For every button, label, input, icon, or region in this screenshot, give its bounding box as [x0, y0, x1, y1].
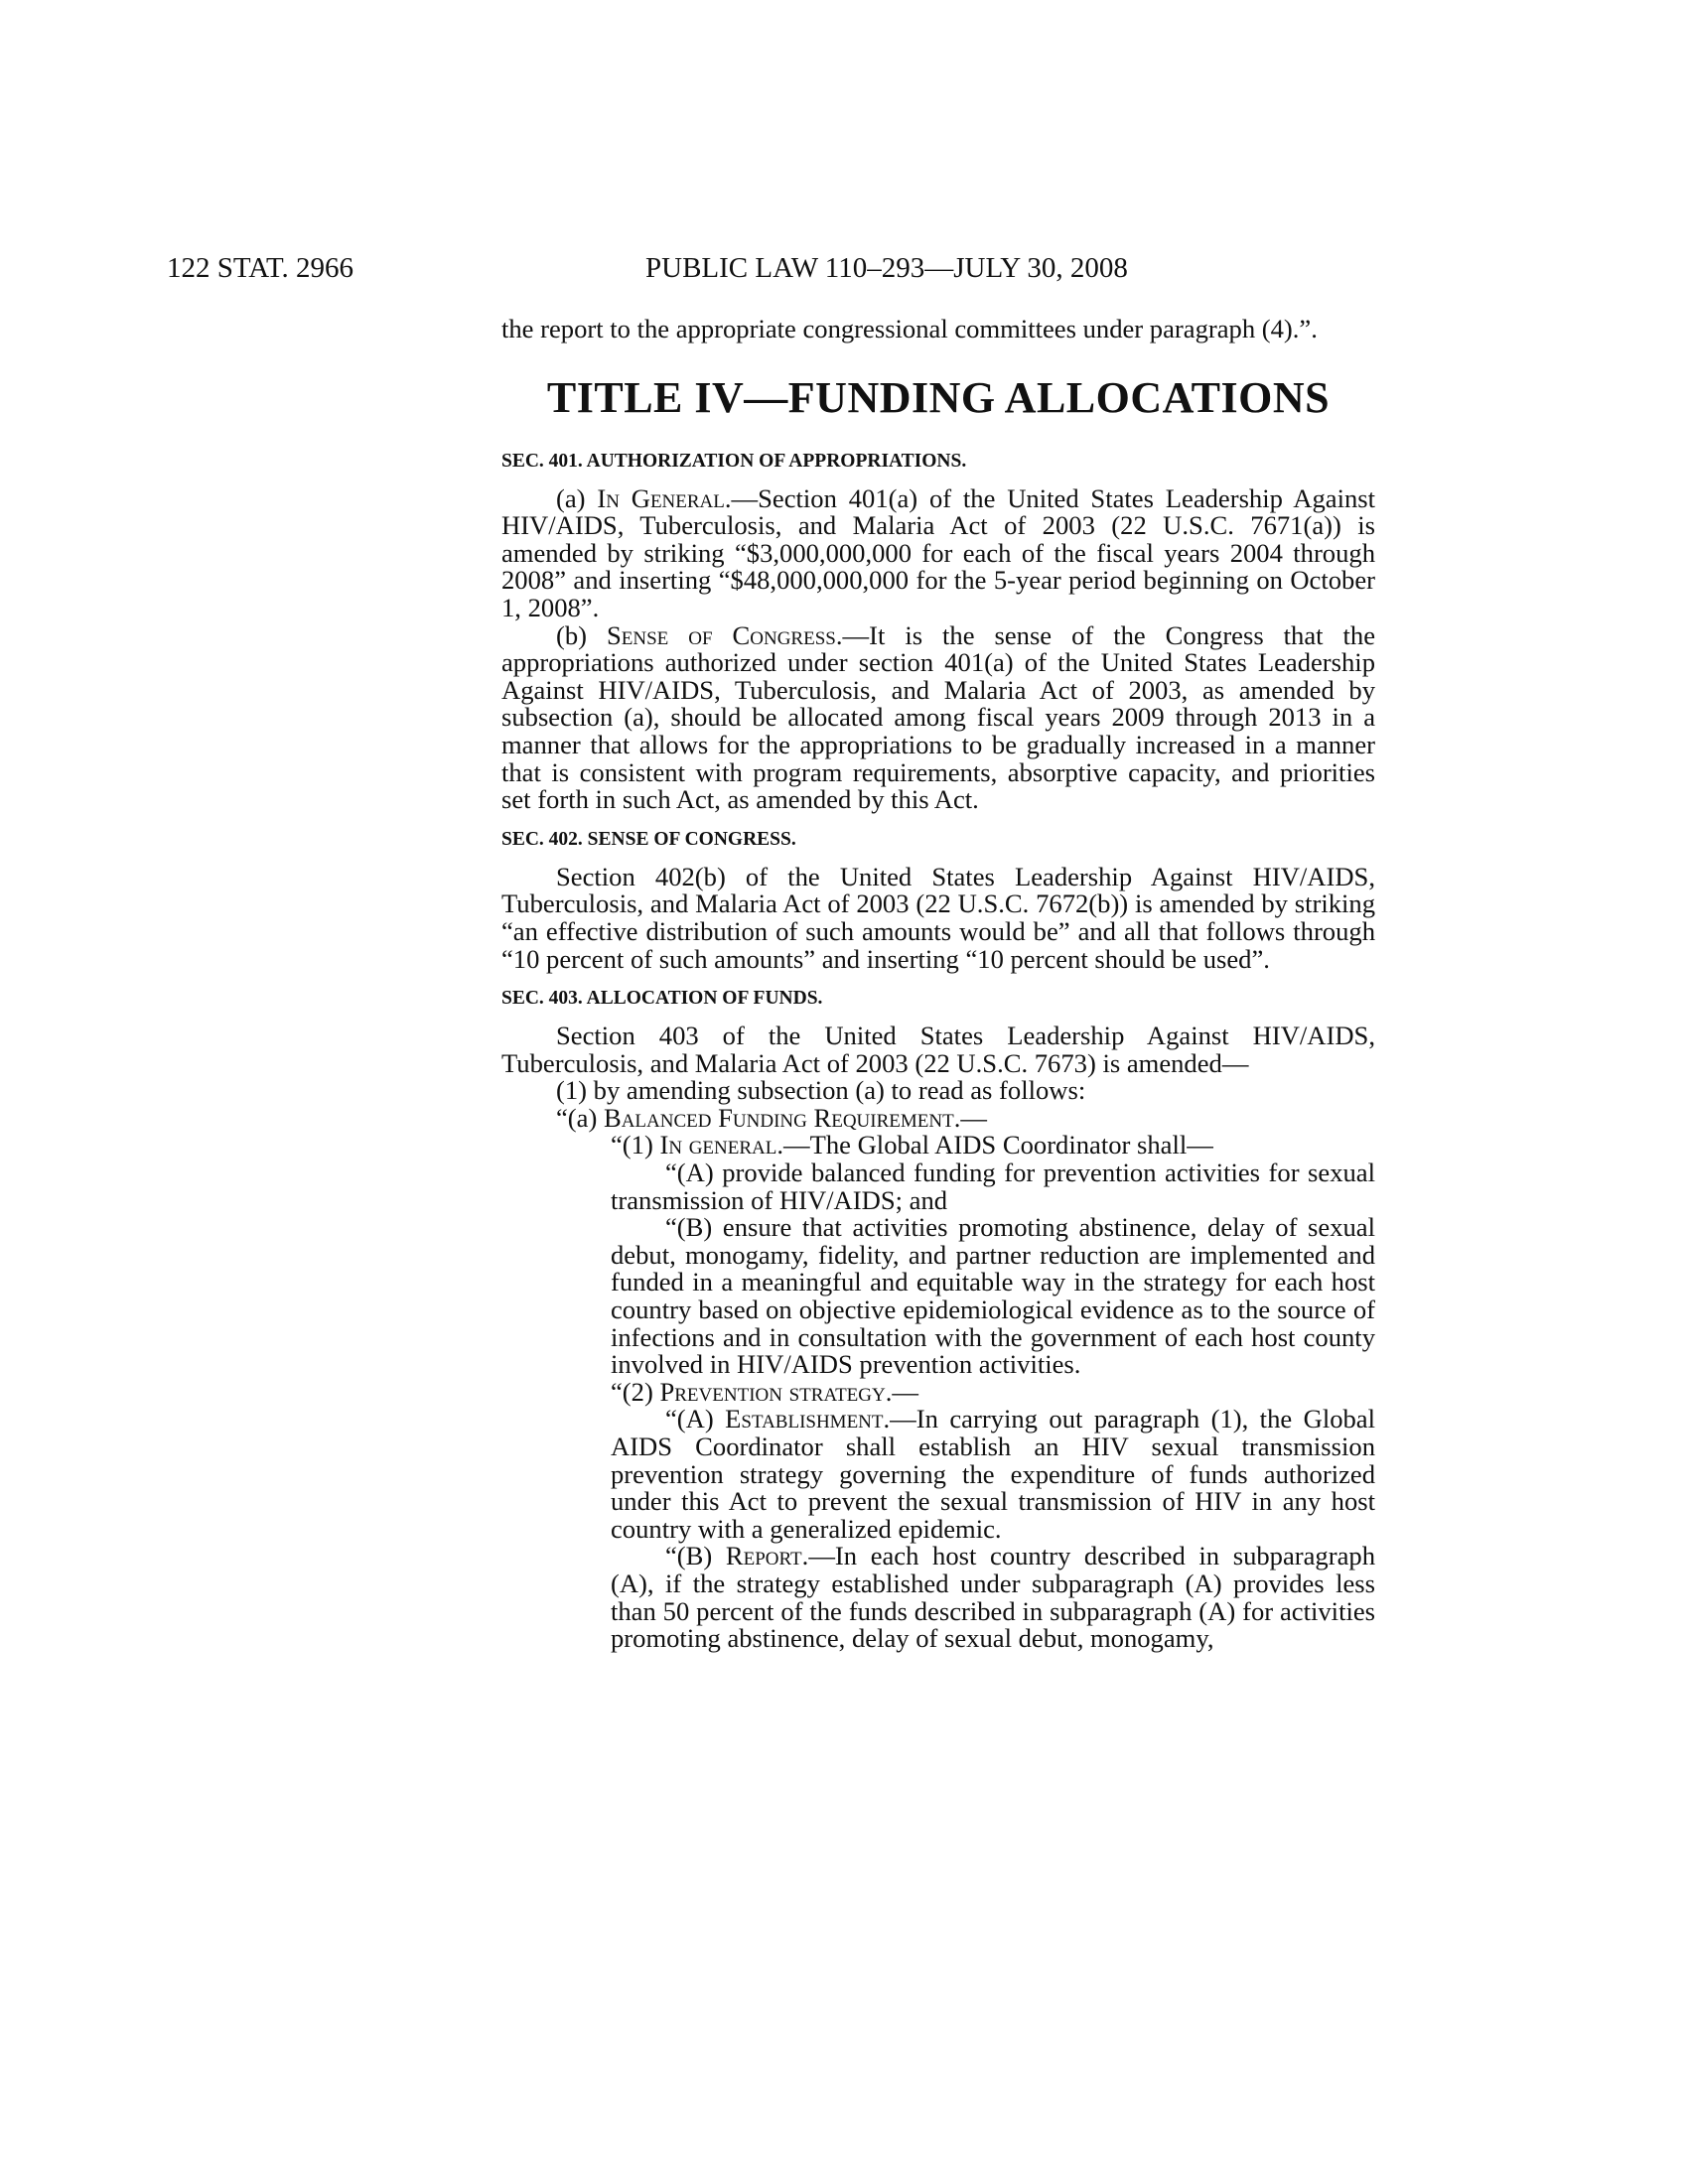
sec-403-a-suffix: .—: [953, 1102, 987, 1133]
sec-403-B2-text: .—In each host country described in subparagraph (A), if the strategy established under subparagraph (A) provides less than 50 percent of the funds described in subparagraph (A) for activities promoting abstinence, delay of sexual debut, monogamy,: [611, 1541, 1375, 1654]
sec-403-p2-heading: Prevention strategy: [659, 1376, 886, 1407]
sec-403-subparagraph-2b: [501, 1543, 1375, 1652]
running-header: [0, 248, 1688, 288]
sec-403-A2-heading: Establishment: [725, 1404, 884, 1434]
sec-401-a-heading: In General: [597, 482, 725, 513]
sec-401-heading: SEC. 401. AUTHORIZATION OF APPROPRIATIONS.: [501, 450, 967, 472]
sec-403-subparagraph-1b: “(B) ensure that activities promoting abstinence, delay of sexual debut, monogamy, fidelity, and partner reduction are implemented and funded in a meaningful and equitable way in the strategy for each host country based on objective epidemiological evidence as to the source of infections and in consultation with the government of each host county involved in HIV/AIDS prevention activities.: [611, 1212, 1375, 1380]
sec-403-subsection-a: [501, 1102, 1375, 1133]
sec-403-paragraph-1: [501, 1132, 1375, 1160]
title-heading: TITLE IV—FUNDING ALLOCATIONS: [546, 372, 1331, 422]
sec-403-a-heading: Balanced Funding Requirement: [603, 1102, 954, 1133]
sec-403-A2-label: “(A): [665, 1404, 726, 1434]
sec-403-p2-label: “(2): [611, 1376, 660, 1407]
sec-403-item-1: (1) by amending subsection (a) to read as follows:: [556, 1075, 1086, 1106]
sec-403-p1-heading: In general: [659, 1130, 777, 1160]
sec-402-heading: SEC. 402. SENSE OF CONGRESS.: [501, 828, 796, 850]
sec-401-b-heading: Sense of Congress: [607, 619, 836, 650]
sec-403-heading: SEC. 403. ALLOCATION OF FUNDS.: [501, 988, 823, 1010]
sec-401-subsection-a: [501, 482, 1375, 622]
sec-402-text: Section 402(b) of the United States Leadership Against HIV/AIDS, Tuberculosis, and Malaria Act of 2003 (22 U.S.C. 7672(b)) is amended by striking “an effective distribution of such amounts would be” and all that follows through “10 percent of such amounts” and inserting “10 percent should be used”.: [501, 861, 1375, 974]
sec-403-intro: Section 403 of the United States Leadership Against HIV/AIDS, Tuberculosis, and Malaria Act of 2003 (22 U.S.C. 7673) is amended—: [501, 1021, 1375, 1078]
body-text: [501, 316, 1375, 1653]
sec-403-subparagraph-2a: [501, 1406, 1375, 1543]
sec-403-paragraph-2: [501, 1376, 1375, 1407]
sec-401-b-label: (b): [556, 619, 607, 650]
sec-403-B2-heading: Report: [725, 1541, 802, 1571]
sec-403-p1-text: .—The Global AIDS Coordinator shall—: [776, 1130, 1213, 1160]
sec-401-a-label: (a): [556, 482, 598, 513]
sec-401-subsection-b: [501, 619, 1375, 815]
sec-403-p2-suffix: .—: [885, 1376, 918, 1407]
stat-citation: 122 STAT. 2966: [167, 252, 354, 284]
continuation-paragraph: the report to the appropriate congressional committees under paragraph (4).”.: [501, 314, 1318, 343]
sec-403-p1-label: “(1): [611, 1130, 660, 1160]
sec-401-a-text: .—Section 401(a) of the United States Leadership Against HIV/AIDS, Tuberculosis, and Malaria Act of 2003 (22 U.S.C. 7671(a)) is amended by striking “$3,000,000,000 for each of the fiscal years 2004 through 2008” and inserting “$48,000,000,000 for the 5-year period beginning on October 1, 2008”.: [501, 482, 1375, 622]
sec-403-a-label: “(a): [556, 1102, 604, 1133]
sec-403-B2-label: “(B): [665, 1541, 726, 1571]
sec-403-subparagraph-1a: “(A) provide balanced funding for prevention activities for sexual transmission of HIV/AIDS; and: [611, 1158, 1375, 1215]
sec-403-A2-text: .—In carrying out paragraph (1), the Global AIDS Coordinator shall establish an HIV sexual transmission prevention strategy governing the expenditure of funds authorized under this Act to prevent the sexual transmission of HIV in any host country with a generalized epidemic.: [611, 1404, 1375, 1544]
running-title: PUBLIC LAW 110–293—JULY 30, 2008: [645, 252, 1128, 284]
sec-401-b-text: .—It is the sense of the Congress that the appropriations authorized under section 401(a) of the United States Leadership Against HIV/AIDS, Tuberculosis, and Malaria Act of 2003, as amended by subsection (a), should be allocated among fiscal years 2009 through 2013 in a manner that allows for the appropriations to be gradually increased in a manner that is consistent with program requirements, absorptive capacity, and priorities set forth in such Act, as amended by this Act.: [501, 619, 1375, 815]
